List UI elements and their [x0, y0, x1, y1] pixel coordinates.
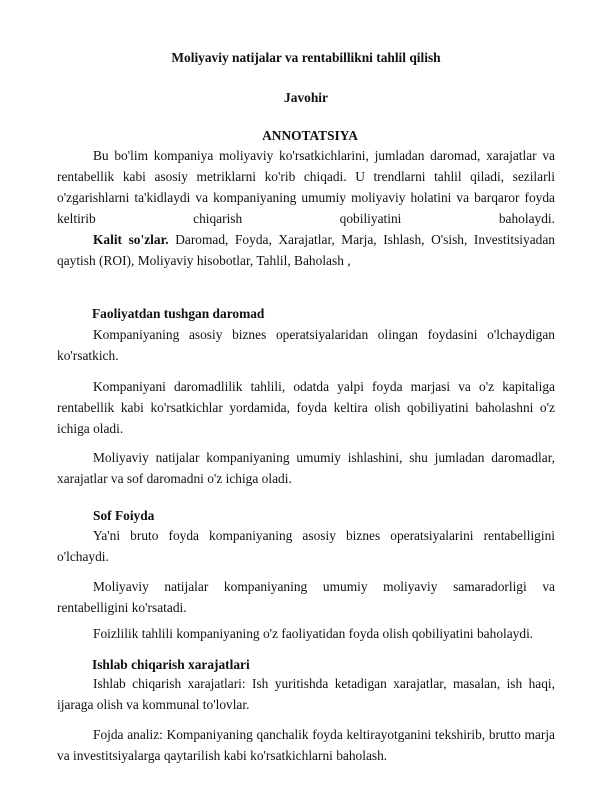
section2-paragraph-1: Ya'ni bruto foyda kompaniyaning asosiy biznes operatsiyalarini rentabelligini o'lchaydi.	[57, 528, 555, 564]
section2-paragraph-3: Foizlilik tahlili kompaniyaning o'z faoliyatidan foyda olish qobiliyatini baholaydi.	[93, 626, 534, 641]
document-title: Moliyaviy natijalar va rentabillikni tahlil qilish	[171, 50, 441, 65]
section1-paragraph-3: Moliyaviy natijalar kompaniyaning umumiy ishlashini, shu jumladan daromadlar, xarajatlar va sof daromadni o'z ichiga oladi.	[57, 450, 555, 486]
abstract-heading: ANNOTATSIYA	[262, 128, 358, 143]
abstract-text: Bu bo'lim kompaniya moliyaviy ko'rsatkichlarini, jumladan daromad, xarajatlar va rentabellik kabi asosiy metriklarni ko'rib chiqadi. U trendlarni tahlil qiladi, sezilarli o'zgarishlarni ta'kidlaydi va kompaniyaning umumiy moliyaviy holatini va barqaror foyda keltirib chiqarish qobiliyatini baholaydi.	[57, 148, 555, 226]
keywords-text: Daromad, Foyda, Xarajatlar, Marja, Ishlash, O'sish, Investitsiyadan qaytish (ROI), Moliyaviy hisobotlar, Tahlil, Baholash ,	[57, 232, 555, 268]
section-heading-operating-income: Faoliyatdan tushgan daromad	[92, 306, 265, 321]
section3-paragraph-2: Fojda analiz: Kompaniyaning qanchalik foyda keltirayotganini tekshirib, brutto marja va investitsiyalarga qaytarilish kabi ko'rsatkichlarni baholash.	[57, 727, 555, 763]
author-name: Javohir	[284, 90, 328, 105]
section3-paragraph-1: Ishlab chiqarish xarajatlari: Ish yuritishda ketadigan xarajatlar, masalan, ish haqi, ijaraga olish va kommunal to'lovlar.	[57, 676, 555, 712]
section1-paragraph-1: Kompaniyaning asosiy biznes operatsiyalaridan olingan foydasini o'lchaydigan ko'rsatkich.	[57, 327, 555, 363]
section1-paragraph-2: Kompaniyani daromadlilik tahlili, odatda yalpi foyda marjasi va o'z kapitaliga rentabellik kabi ko'rsatkichlar yordamida, foyda keltira olish qobiliyatini baholashni o'z ichiga oladi.	[57, 379, 555, 436]
keywords-paragraph	[57, 229, 555, 271]
section-heading-production-costs: Ishlab chiqarish xarajatlari	[92, 657, 250, 672]
keywords-label: Kalit so'zlar.	[93, 232, 169, 247]
section-heading-net-profit: Sof Foiyda	[93, 508, 155, 523]
section2-paragraph-2: Moliyaviy natijalar kompaniyaning umumiy moliyaviy samaradorligi va rentabelligini ko'rsatadi.	[57, 579, 555, 615]
